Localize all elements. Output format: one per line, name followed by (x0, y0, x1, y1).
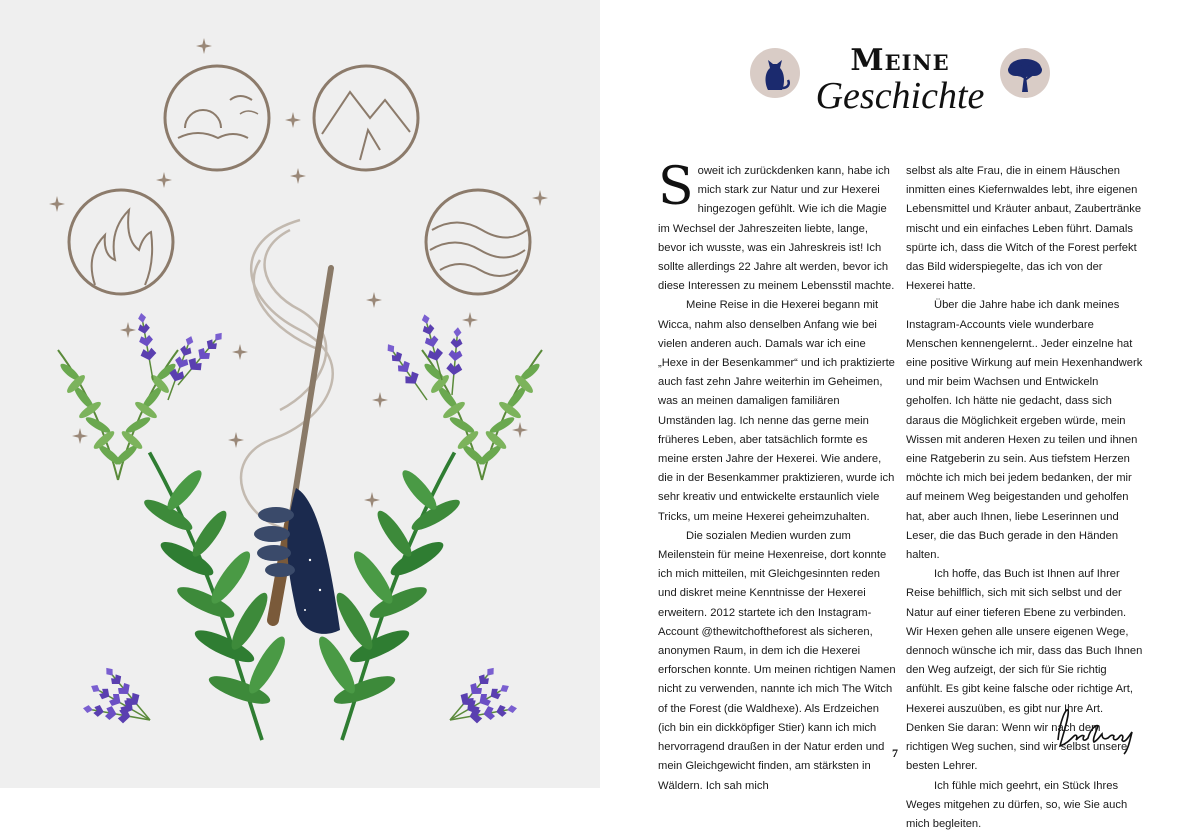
page-title (780, 44, 1020, 116)
fire-circle (69, 190, 173, 294)
paragraph: Die sozialen Medien wurden zum Meilenstein für meine Hexenreise, dort konnte ich mich mitteilen, mit Gleichgesinnten reden und diskret meine Kenntnisse der Hexerei erweitern. 2012 startete ich den Instagram-Account @thewitchoftheforest als sicheren, anonymen Raum, in dem ich die Hexerei erforschen konnte. Um meinen richtigen Namen nicht zu verwenden, nannte ich mich The Witch of the Forest (die Waldhexe). Als Erdzeichen (ich bin ein dickköpfiger Stier) kann ich mich hervorragend draußen in der Natur erden und mein Gleichgewicht finden, am stärksten in Wäldern. Ich sah mich (658, 527, 896, 796)
paragraph: Ich hoffe, das Buch ist Ihnen auf Ihrer Reise behilflich, sich mit sich selbst und der Natur auf einer tieferen Ebene zu verbinden. Wir Hexen gehen alle unsere eigenen Wege, dennoch wünsche ich mir, dass das Buch Ihnen den Weg aufzeigt, der sich für Sie richtig anfühlt. Es gibt keine falsche oder richtige Art, Hexerei auszuüben, es gibt nur Ihre Art. Denken Sie daran: Wenn wir nach dem richtigen Weg suchen, sind wir selbst unsere besten Lehrer. (906, 565, 1144, 776)
title-script: Geschichte (780, 76, 1020, 116)
page-number: 7 (892, 746, 898, 761)
herb-bundle-left (58, 312, 228, 480)
paragraph: Ich fühle mich geehrt, ein Stück Ihres Weges mitgehen zu dürfen, so, wie Sie auch mich begleiten. (906, 777, 1144, 834)
signature (1052, 700, 1142, 761)
text-column-1 (658, 162, 896, 796)
magic-swirl (241, 220, 333, 530)
sun-cloud-circle (165, 66, 269, 170)
illustration-page (0, 0, 600, 788)
water-circle (426, 190, 530, 294)
lavender-bottom-right (444, 663, 518, 728)
paragraph: Meine Reise in die Hexerei begann mit Wicca, nahm also denselben Anfang wie bei vielen anderen auch. Damals war ich eine „Hexe in der Besenkammer“ und ich praktizierte auch fast zehn Jahre weiterhin im Geheimen, was an meinen damaligen familiären Umständen lag. Ich nenne das gerne mein früheres Leben, aber tatsächlich formte es meine ersten Jahre der Hexerei. Wie andere, die in der Besenkammer praktizieren, wurde ich sehr kreativ und entwickelte erstaunlich viele Tricks, um meine Hexerei geheimzuhalten. (658, 296, 896, 526)
dropcap: S (658, 164, 694, 210)
signature-image (1052, 700, 1142, 756)
hand-sleeve (254, 488, 340, 634)
mountain-circle (314, 66, 418, 170)
title-main: Meine (780, 44, 1020, 78)
text-page (600, 0, 1200, 788)
lavender-bottom-left (82, 663, 156, 728)
paragraph: Soweit ich zurückdenken kann, habe ich mich stark zur Natur und zur Hexerei hingezogen gefühlt. Wie ich die Magie im Wechsel der Jahreszeiten liebte, lange, bevor ich wusste, was ein Jahreskreis ist! Ich sollte allerdings 22 Jahre alt werden, bevor ich diese Interessen zu meinem Lebensstil machte. (658, 162, 896, 296)
fern-right (313, 453, 463, 741)
witchcraft-illustration (0, 0, 600, 788)
paragraph: Über die Jahre habe ich dank meines Instagram-Accounts viele wunderbare Menschen kennengelernt.. Jeder einzelne hat eine positive Wirkung auf mein Hexenhandwerk und mir beim Wachsen und Entwickeln geholfen. Ich hätte nie gedacht, dass sich daraus die Möglichkeit ergeben würde, mein Wissen mit anderen Hexen zu teilen und ihnen eine Ratgeberin zu sein. Aus tiefstem Herzen möchte ich mich bei jedem bedanken, der mir auf meinem Weg beigestanden und geholfen hat, aber auch Ihnen, liebe Leserinnen und Leser, die das Buch gerade in den Händen halten. (906, 296, 1144, 565)
paragraph: selbst als alte Frau, die in einem Häuschen inmitten eines Kiefernwaldes lebt, ihre eigenen Lebensmittel und Kräuter anbaut, Zaubertränke mischt und ein einfaches Leben führt. Damals spürte ich, dass die Witch of the Forest perfekt das Bild widerspiegelte, das ich von der Hexerei hatte. (906, 162, 1144, 296)
herb-bundle-right (381, 312, 542, 480)
fern-left (141, 453, 291, 741)
